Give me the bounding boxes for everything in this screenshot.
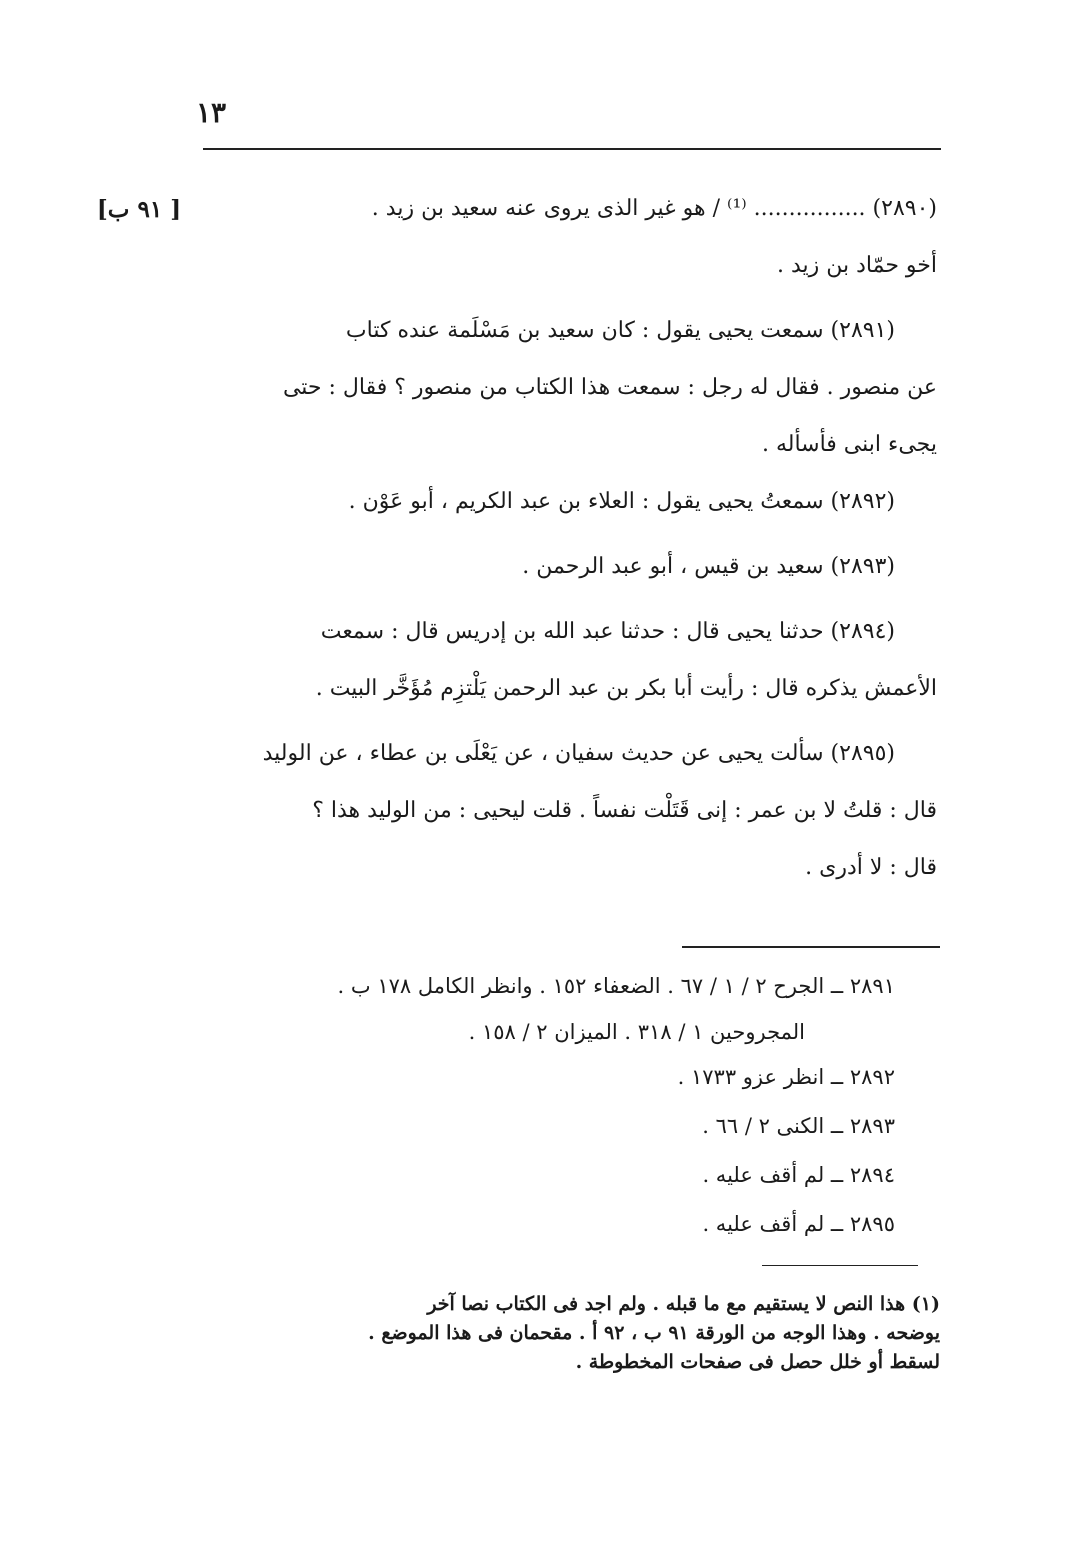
text-line: (٢٨٩٤) حدثنا يحيى قال : حدثنا عبد الله بن إدريس قال : سمعت <box>320 619 895 644</box>
footnote <box>205 1290 940 1377</box>
main-text <box>215 180 937 896</box>
header-rule <box>203 148 941 150</box>
footnote-line: يوضحه . وهذا الوجه من الورقة ٩١ ب ، ٩٢ أ . مقحمان فى هذا الموضع . <box>368 1322 940 1344</box>
footnote-line: لسقط أو خلل حصل فى صفحات المخطوطة . <box>575 1351 940 1373</box>
text-line: (٢٨٩٥) سألت يحيى عن حديث سفيان ، عن يَعْلَى بن عطاء ، عن الوليد <box>262 741 895 766</box>
text-line: الأعمش يذكره قال : رأيت أبا بكر بن عبد الرحمن يَلْتزِم مُؤَخَّر البيت . <box>315 676 937 701</box>
text-line: عن منصور . فقال له رجل : سمعت هذا الكتاب من منصور ؟ فقال : حتى <box>282 375 937 400</box>
note-line: ٢٨٩٤ ــ لم أقف عليه . <box>702 1163 895 1187</box>
note-line: المجروحين ١ / ٣١٨ . الميزان ٢ / ١٥٨ . <box>468 1020 805 1044</box>
footnote-separator <box>762 1265 918 1266</box>
source-notes <box>215 962 895 1249</box>
note-line: ٢٨٩٢ ــ انظر عزو ١٧٣٣ . <box>677 1065 895 1089</box>
note-line: ٢٨٩٣ ــ الكنى ٢ / ٦٦ . <box>702 1114 895 1138</box>
text-line: قال : لا أدرى . <box>805 855 937 880</box>
text-line: قال : قلتُ لا بن عمر : إنى قَتَلْت نفساً . قلت ليحيى : من الوليد هذا ؟ <box>312 798 937 823</box>
text-line: (٢٨٩٠) ................ ⁽¹⁾ / هو غير الذى يروى عنه سعيد بن زيد . <box>371 196 937 221</box>
text-line: أخو حمّاد بن زيد . <box>776 253 937 278</box>
text-line: (٢٨٩٣) سعيد بن قيس ، أبو عبد الرحمن . <box>522 554 895 579</box>
note-line: ٢٨٩٥ ــ لم أقف عليه . <box>702 1212 895 1236</box>
text-line: (٢٨٩٢) سمعتُ يحيى يقول : العلاء بن عبد الكريم ، أبو عَوْن . <box>348 489 895 514</box>
note-line: ٢٨٩١ ــ الجرح ٢ / ١ / ٦٧ . الضعفاء ١٥٢ . وانظر الكامل ١٧٨ ب . <box>337 974 895 998</box>
footnote-line: (١) هذا النص لا يستقيم مع ما قبله . ولم اجد فى الكتاب نصا آخر <box>427 1293 940 1315</box>
manuscript-folio-ref: [ ٩١ ب] <box>96 196 182 223</box>
text-line: يجىء ابنى فأسأله . <box>761 432 937 457</box>
text-line: (٢٨٩١) سمعت يحيى يقول : كان سعيد بن مَسْلَمة عنده كتاب <box>345 318 895 343</box>
page-number: ١٣ <box>196 96 227 129</box>
notes-separator <box>682 946 940 948</box>
